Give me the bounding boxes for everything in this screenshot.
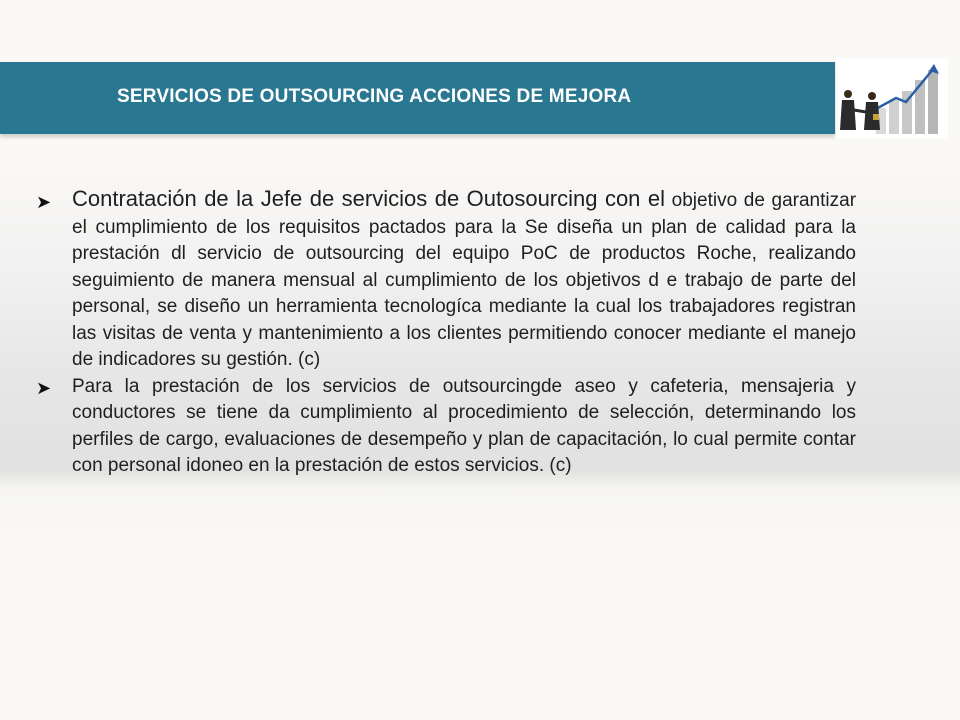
business-handshake-chart-icon xyxy=(836,58,948,138)
arrow-bullet-icon: ➤ xyxy=(36,192,52,212)
bullet-lead: Contratación de la Jefe de servicios de Outosourcing con el xyxy=(72,186,666,211)
slide-title: SERVICIOS DE OUTSOURCING ACCIONES DE MEJORA xyxy=(117,86,632,107)
bullet-list xyxy=(36,186,856,480)
arrow-bullet-icon: ➤ xyxy=(36,377,52,398)
list-item xyxy=(36,186,856,374)
list-item xyxy=(36,374,856,480)
bullet-body: Para la prestación de los servicios de outsourcingde aseo y cafeteria, mensajeria y conductores se tiene da cumplimiento al procedimiento de selección, determinando los perfiles de cargo, evaluaciones de desempeño y plan de capacitación, lo cual permite contar con personal idoneo en la prestación de estos servicios. (c) xyxy=(72,375,856,476)
bullet-text xyxy=(72,186,856,374)
bullet-text xyxy=(72,374,856,480)
bullet-body: objetivo de garantizar el cumplimiento de los requisitos pactados para la Se diseña un plan de calidad para la prestación dl servicio de outsourcing del equipo PoC de productos Roche, realizando seguimiento de manera mensual al cumplimiento de los objetivos d e trabajo de parte del personal, se diseño un herramienta tecnologíca mediante la cual los trabajadores registran las visitas de venta y mantenimiento a los clientes permitiendo conocer mediante el manejo de indicadores su gestión. (c) xyxy=(72,190,857,370)
